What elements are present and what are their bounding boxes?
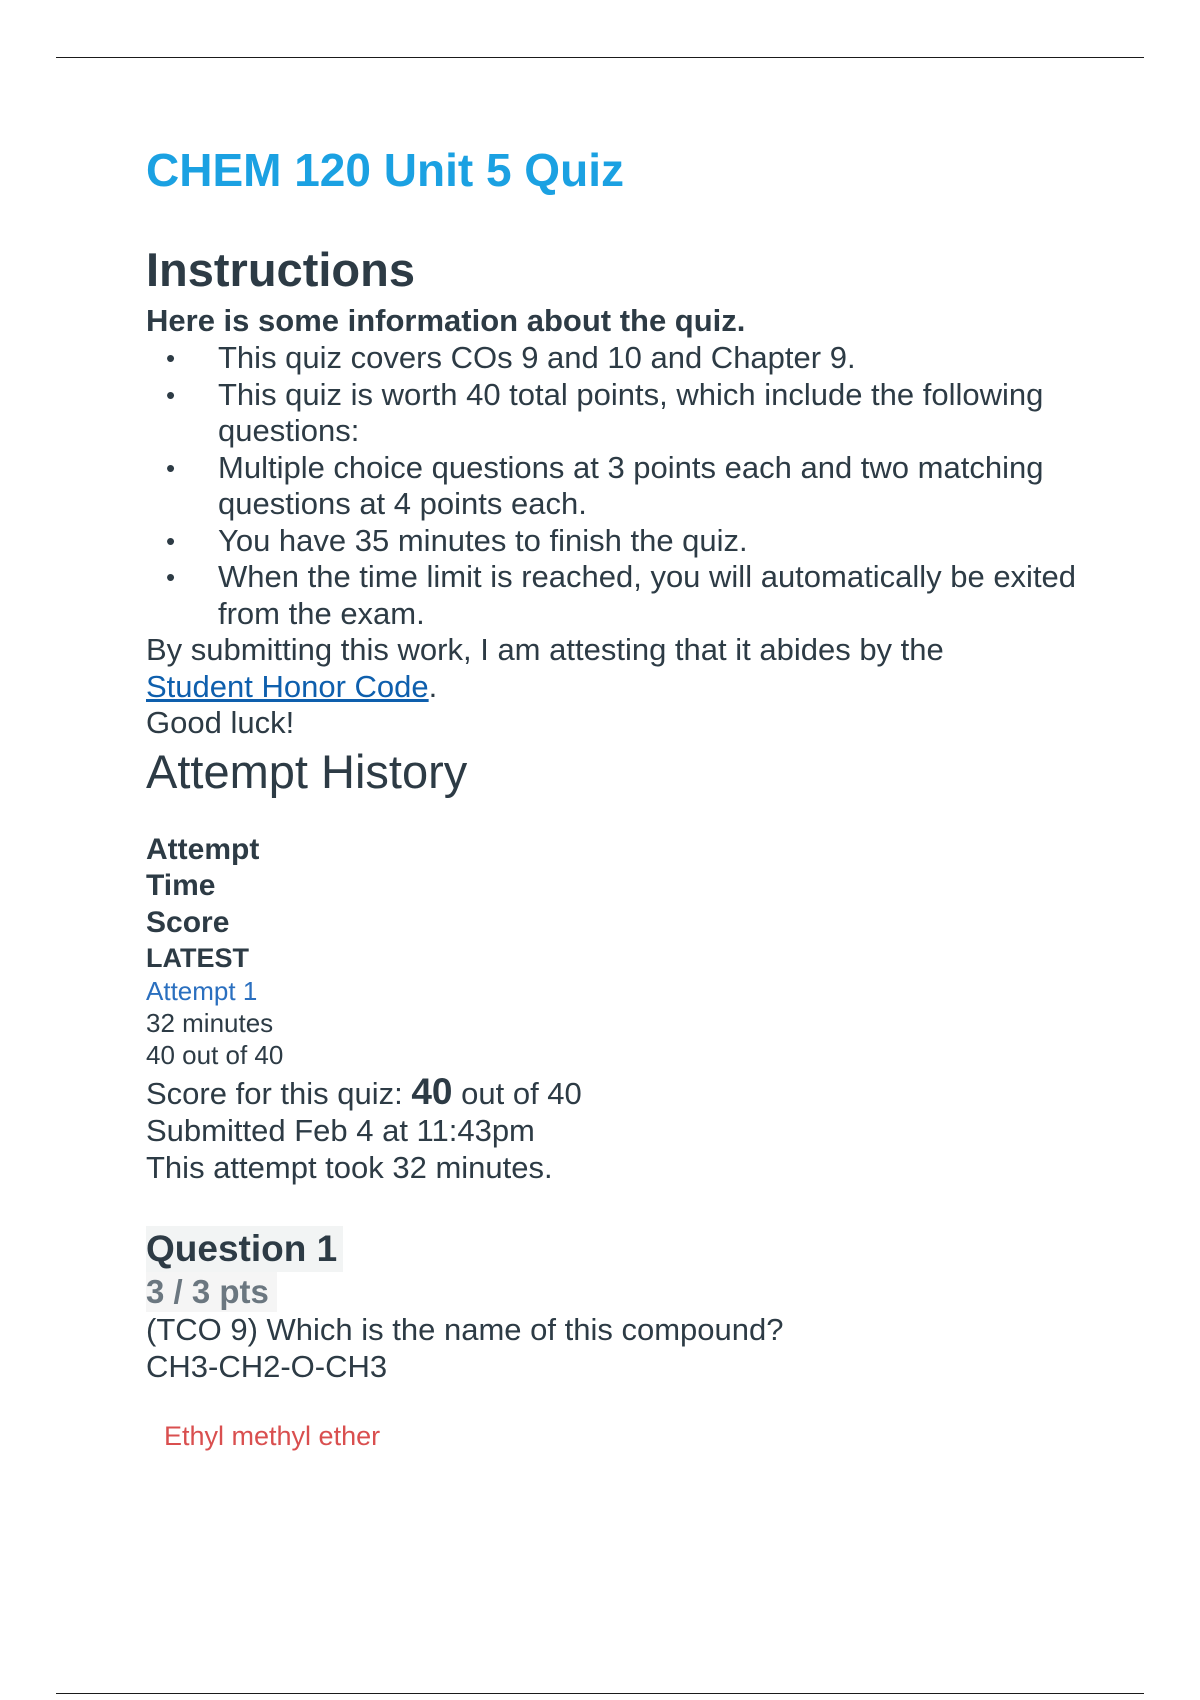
instructions-heading: Instructions bbox=[146, 243, 415, 296]
attempt-1-link[interactable]: Attempt 1 bbox=[146, 976, 258, 1006]
quiz-score-summary bbox=[146, 1073, 1106, 1113]
list-item-text: This quiz covers COs 9 and 10 and Chapter 9. bbox=[218, 340, 856, 375]
quiz-page bbox=[146, 140, 1106, 1453]
bottom-rule bbox=[56, 1693, 1144, 1694]
list-item-text: This quiz is worth 40 total points, which include the following questions: bbox=[218, 376, 1044, 448]
list-item bbox=[146, 559, 1106, 632]
list-item-text: Multiple choice questions at 3 points each and two matching questions at 4 points each. bbox=[218, 449, 1044, 521]
honor-code-link[interactable]: Student Honor Code bbox=[146, 668, 429, 704]
attestation-period: . bbox=[428, 668, 438, 704]
attempt-time: 32 minutes bbox=[146, 1008, 274, 1038]
instructions-subheading: Here is some information about the quiz. bbox=[146, 303, 746, 338]
top-rule bbox=[56, 57, 1144, 58]
attempt-history-table bbox=[146, 832, 1106, 1072]
list-item bbox=[146, 450, 1106, 523]
good-luck-text: Good luck! bbox=[146, 705, 295, 740]
score-value: 40 bbox=[411, 1071, 453, 1112]
question-points: 3 / 3 pts bbox=[146, 1272, 277, 1312]
list-item bbox=[146, 377, 1106, 450]
bullet-icon: • bbox=[166, 562, 176, 592]
question-title: Question 1 bbox=[146, 1226, 343, 1272]
question-1 bbox=[146, 1186, 1106, 1453]
attempt-score: 40 out of 40 bbox=[146, 1040, 284, 1070]
submitted-time: Submitted Feb 4 at 11:43pm bbox=[146, 1113, 535, 1148]
bullet-icon: • bbox=[166, 525, 176, 556]
column-header-time: Time bbox=[146, 869, 216, 902]
list-item-text: You have 35 minutes to finish the quiz. bbox=[218, 522, 748, 558]
column-header-score: Score bbox=[146, 905, 230, 939]
bullet-icon: • bbox=[166, 452, 176, 483]
answer-option[interactable]: Ethyl methyl ether bbox=[164, 1421, 381, 1451]
attempt-history-heading: Attempt History bbox=[146, 744, 468, 798]
latest-label: LATEST bbox=[146, 943, 249, 973]
instructions-list bbox=[146, 340, 1106, 632]
quiz-title: CHEM 120 Unit 5 Quiz bbox=[146, 144, 624, 196]
question-formula: CH3-CH2-O-CH3 bbox=[146, 1348, 388, 1384]
bullet-icon: • bbox=[166, 379, 176, 410]
bullet-icon: • bbox=[166, 343, 176, 373]
attestation-text: By submitting this work, I am attesting that it abides by the bbox=[146, 632, 944, 667]
list-item bbox=[146, 523, 1106, 560]
score-out-of: out of 40 bbox=[461, 1076, 582, 1111]
score-label: Score for this quiz: bbox=[146, 1076, 403, 1111]
question-prompt: (TCO 9) Which is the name of this compound? bbox=[146, 1312, 784, 1347]
column-header-attempt: Attempt bbox=[146, 832, 260, 866]
attempt-duration: This attempt took 32 minutes. bbox=[146, 1149, 553, 1185]
list-item-text: When the time limit is reached, you will automatically be exited from the exam. bbox=[218, 559, 1077, 631]
list-item bbox=[146, 340, 1106, 377]
attestation bbox=[146, 632, 1106, 705]
